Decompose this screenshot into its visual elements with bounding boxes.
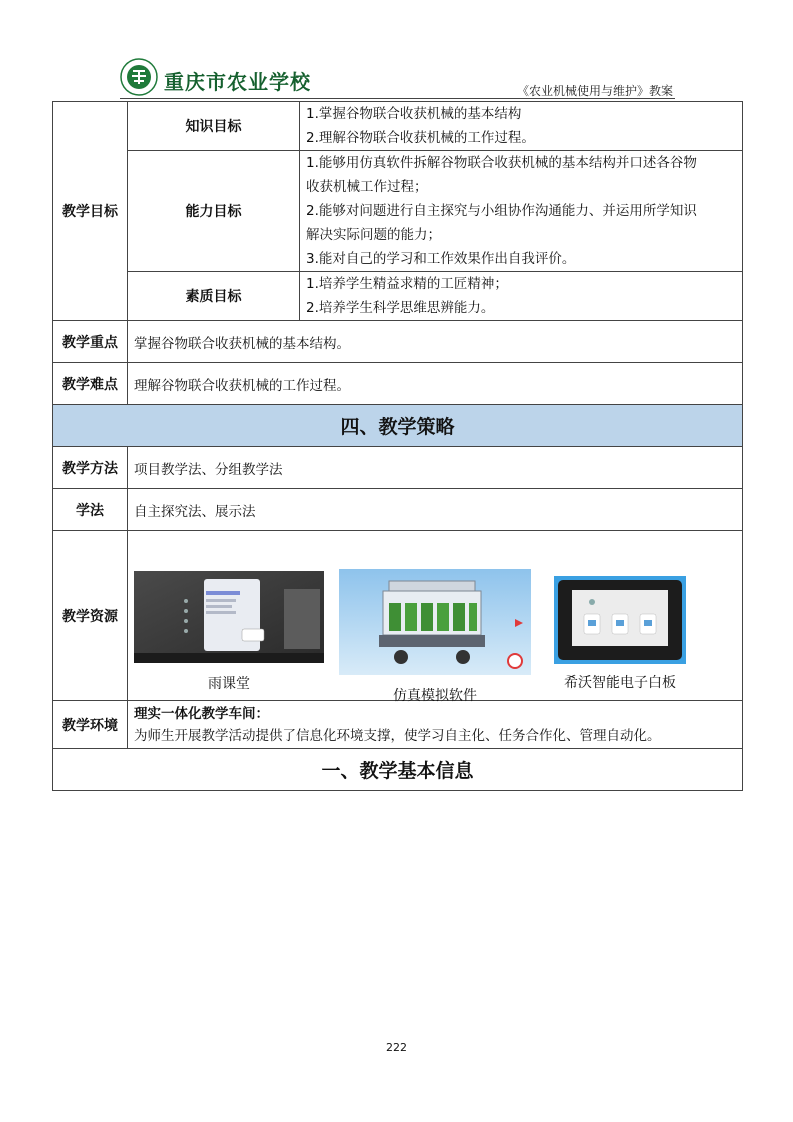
text-line: 1.掌握谷物联合收获机械的基本结构 (306, 106, 522, 122)
table-row (53, 701, 743, 749)
learning-label: 学法 (53, 489, 128, 531)
objectives-label: 教学目标 (53, 102, 128, 321)
key-point-label: 教学重点 (53, 321, 128, 363)
header-divider (120, 98, 675, 99)
ability-objective-text (300, 151, 743, 272)
text-line: 3.能对自己的学习和工作效果作出自我评价。 (306, 251, 576, 267)
environment-label: 教学环境 (53, 701, 128, 749)
ability-objective-label: 能力目标 (128, 151, 300, 272)
school-logo-icon (120, 58, 158, 96)
text-line: 收获机械工作过程； (306, 179, 428, 195)
table-row (53, 151, 743, 272)
knowledge-objective-label: 知识目标 (128, 102, 300, 151)
text-line: 2.理解谷物联合收获机械的工作过程。 (306, 130, 535, 146)
seewo-whiteboard-photo-icon (554, 576, 686, 664)
environment-text: 为师生开展教学活动提供了信息化环境支撑，使学习自主化、任务合作化、管理自动化。 (134, 727, 661, 744)
learning-text: 自主探究法、展示法 (128, 489, 743, 531)
text-line: 解决实际问题的能力； (306, 227, 441, 243)
quality-objective-label: 素质目标 (128, 272, 300, 321)
table-row (53, 489, 743, 531)
environment-title: 理实一体化教学车间： (134, 705, 269, 722)
text-line: 2.培养学生科学思维思辨能力。 (306, 300, 495, 316)
resource-caption: 雨课堂 (208, 675, 250, 692)
table-row (53, 102, 743, 151)
table-row (53, 405, 743, 447)
table-row (53, 749, 743, 791)
quality-objective-text (300, 272, 743, 321)
text-line: 2.能够对问题进行自主探究与小组协作沟通能力、并运用所学知识 (306, 203, 697, 219)
table-row (53, 447, 743, 489)
rain-classroom-screenshot-icon (134, 571, 324, 663)
section-heading-basic-info: 一、教学基本信息 (53, 749, 743, 791)
table-row (53, 321, 743, 363)
knowledge-objective-text (300, 102, 743, 151)
document-title: 《农业机械使用与维护》教案 (516, 84, 673, 98)
resources-cell (128, 531, 743, 704)
resource-caption: 仿真模拟软件 (393, 687, 477, 704)
resources-label: 教学资源 (53, 531, 128, 701)
school-name: 重庆市农业学校 (164, 70, 311, 94)
table-row (53, 531, 743, 701)
section-heading-strategy: 四、教学策略 (53, 405, 743, 447)
method-text: 项目教学法、分组教学法 (128, 447, 743, 489)
table-row (53, 363, 743, 405)
page-number: 222 (386, 1041, 407, 1054)
table-row (53, 272, 743, 321)
resource-item (548, 576, 692, 692)
resource-caption: 希沃智能电子白板 (564, 674, 676, 691)
environment-cell (128, 701, 743, 749)
resource-item (133, 571, 325, 693)
difficulty-label: 教学难点 (53, 363, 128, 405)
simulation-software-screenshot-icon (339, 569, 531, 675)
text-line: 1.培养学生精益求精的工匠精神； (306, 276, 508, 292)
page-header (120, 58, 675, 100)
key-point-text: 掌握谷物联合收获机械的基本结构。 (128, 321, 743, 363)
lesson-plan-table (52, 101, 743, 791)
difficulty-text: 理解谷物联合收获机械的工作过程。 (128, 363, 743, 405)
resource-item (338, 569, 532, 705)
text-line: 1.能够用仿真软件拆解谷物联合收获机械的基本结构并口述各谷物 (306, 155, 697, 171)
method-label: 教学方法 (53, 447, 128, 489)
